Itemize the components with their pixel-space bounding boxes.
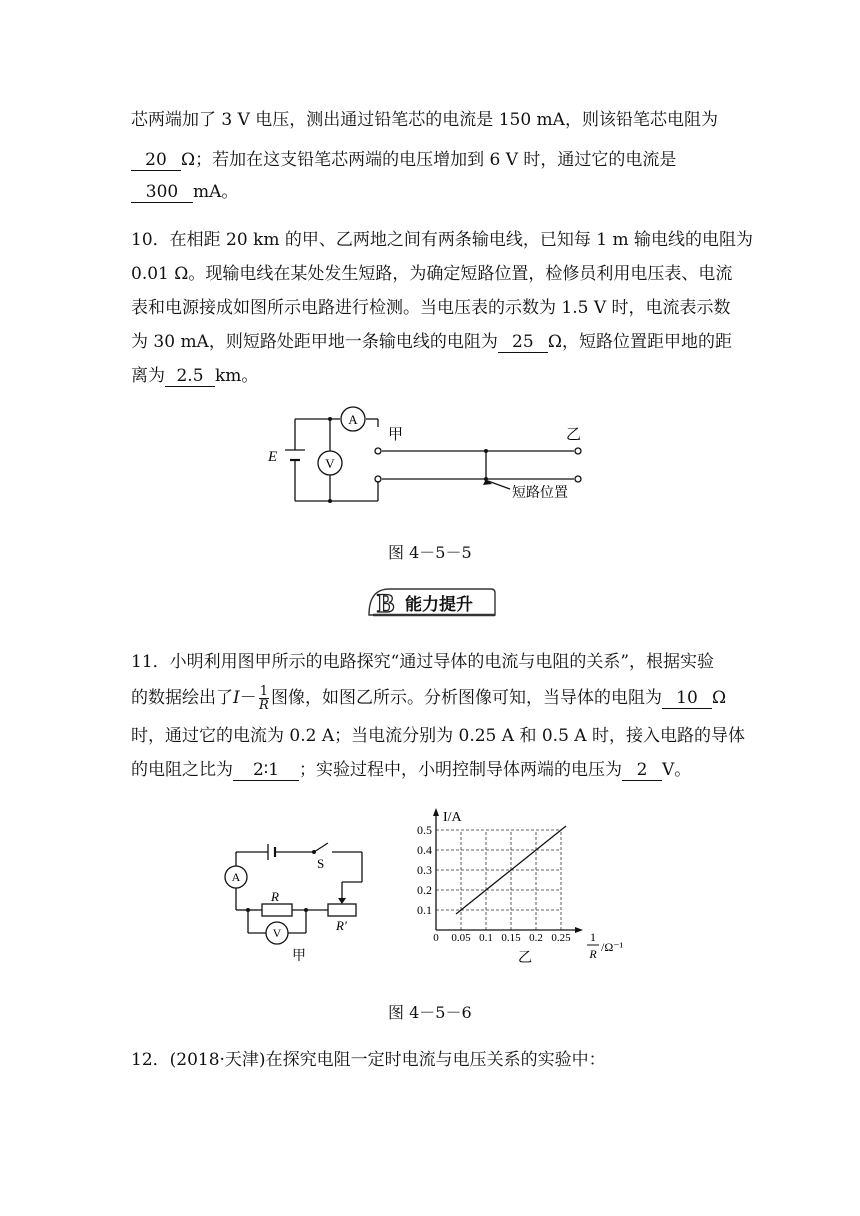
q11-line3 [131, 724, 745, 748]
q11-dash: － [239, 688, 257, 708]
y-axis-arrow [433, 808, 439, 816]
q10-line5 [131, 364, 258, 388]
rheostat-label: R′ [336, 918, 347, 933]
sub-caption-yi: 乙 [518, 951, 532, 966]
x-axis-arrow [575, 927, 583, 933]
x-axis-label-num: 1 [590, 930, 596, 944]
q10-text-2: 0.01 Ω。现输电线在某处发生短路，为确定短路位置，检修员利用电压表、电流 [131, 264, 733, 284]
y-axis-label: I/A [443, 810, 462, 825]
q10-line2 [131, 262, 732, 286]
q11-fraction-num: 1 [259, 684, 268, 699]
x-tick-label: 0.1 [479, 932, 493, 944]
q10-answer-1: 25 [498, 332, 548, 353]
q9-line2 [131, 148, 676, 172]
battery-label: E [268, 449, 278, 465]
q10-line1 [131, 228, 753, 252]
figure-4-5-5-circuit [260, 405, 600, 515]
q11-answer-3: 2 [622, 760, 662, 781]
sub-caption-jia: 甲 [292, 949, 306, 964]
q11-line2 [131, 685, 726, 712]
y-tick-label: 0.3 [417, 863, 432, 877]
x-axis-label-unit: /Ω⁻¹ [601, 940, 624, 954]
voltmeter-label: V [325, 456, 335, 471]
ammeter-label-2: A [231, 870, 241, 884]
q11-current-symbol: I [233, 688, 240, 708]
y-tick-label: 0.2 [417, 883, 432, 897]
q11-line1 [131, 650, 714, 674]
y-tick-label: 0.4 [417, 843, 432, 857]
q9-text-1: 芯两端加了 3 V 电压，测出通过铅笔芯的电流是 150 mA，则该铅笔芯电阻为 [131, 110, 718, 130]
x-tick-label: 0.2 [529, 932, 543, 944]
figure-4-5-5-caption: 图 4－5－5 [388, 543, 472, 562]
q9-text-3: mA。 [193, 182, 239, 202]
q9-line3 [131, 180, 238, 204]
figure-4-5-6-caption: 图 4－5－6 [388, 1003, 472, 1022]
q10-text-3: 表和电源接成如图所示电路进行检测。当电压表的示数为 1.5 V 时，电流表示数 [131, 298, 731, 318]
y-tick-label: 0.1 [417, 903, 432, 917]
q11-text-2c: Ω [712, 688, 727, 708]
y-tick-label: 0.5 [417, 823, 432, 837]
switch-label: S [317, 856, 325, 871]
x-axis-label-den: R [589, 947, 597, 961]
q11-text-4a: 的电阻之比为 [131, 760, 233, 780]
q10-answer-2: 2.5 [165, 366, 215, 387]
ammeter-label: A [348, 412, 358, 427]
q11-text-4b: ；实验过程中，小明控制导体两端的电压为 [299, 760, 622, 780]
q11-text-3: 时，通过它的电流为 0.2 A；当电流分别为 0.25 A 和 0.5 A 时，接入电路的导体 [131, 726, 745, 746]
place-yi-label: 乙 [566, 427, 582, 443]
q10-line4 [131, 330, 732, 354]
banner-letter: B [377, 589, 395, 618]
voltmeter-label-2: V [272, 926, 282, 940]
figure-4-5-6-circuit [218, 832, 378, 967]
q11-fraction-den: R [258, 698, 269, 713]
q10-text-5a: 离为 [131, 366, 165, 386]
q11-answer-1: 10 [662, 688, 712, 709]
q10-text-4b: Ω，短路位置距甲地的距 [547, 332, 732, 352]
chart-axes [433, 808, 583, 933]
x-tick-label: 0.05 [451, 932, 471, 944]
q9-text-2: Ω；若加在这支铅笔芯两端的电压增加到 6 V 时，通过它的电流是 [181, 150, 677, 170]
x-tick-label: 0.25 [551, 932, 571, 944]
q11-fraction [259, 685, 269, 712]
q9-answer-1: 20 [131, 150, 181, 171]
x-tick-label: 0.15 [501, 932, 521, 944]
q12-line1 [131, 1048, 606, 1072]
short-location-label: 短路位置 [512, 486, 568, 501]
q11-text-1: 11．小明利用图甲所示的电路探究“通过导体的电流与电阻的关系”，根据实验 [131, 652, 715, 672]
figure-4-5-6-chart [400, 800, 640, 980]
q12-text-1: 12．(2018·天津)在探究电阻一定时电流与电压关系的实验中： [131, 1050, 606, 1070]
q11-text-2a: 的数据绘出了 [131, 688, 233, 708]
q11-line4 [131, 758, 691, 782]
q10-text-4a: 为 30 mA，则短路处距甲地一条输电线的电阻为 [131, 332, 498, 352]
q10-text-5b: km。 [215, 366, 259, 386]
q10-text-1: 10．在相距 20 km 的甲、乙两地之间有两条输电线，已知每 1 m 输电线的电阻为 [131, 230, 754, 250]
origin-label: 0 [433, 932, 439, 944]
q10-line3 [131, 296, 731, 320]
q11-text-4c: V。 [662, 760, 692, 780]
place-jia-label: 甲 [388, 427, 404, 443]
q9-answer-2: 300 [131, 182, 193, 203]
resistor-label: R [271, 889, 279, 904]
q9-line1 [131, 108, 718, 132]
section-banner [367, 585, 497, 619]
q11-text-2b: 图像，如图乙所示。分析图像可知，当导体的电阻为 [271, 688, 662, 708]
q11-answer-2: 2∶1 [233, 760, 299, 781]
banner-text: 能力提升 [405, 595, 473, 614]
